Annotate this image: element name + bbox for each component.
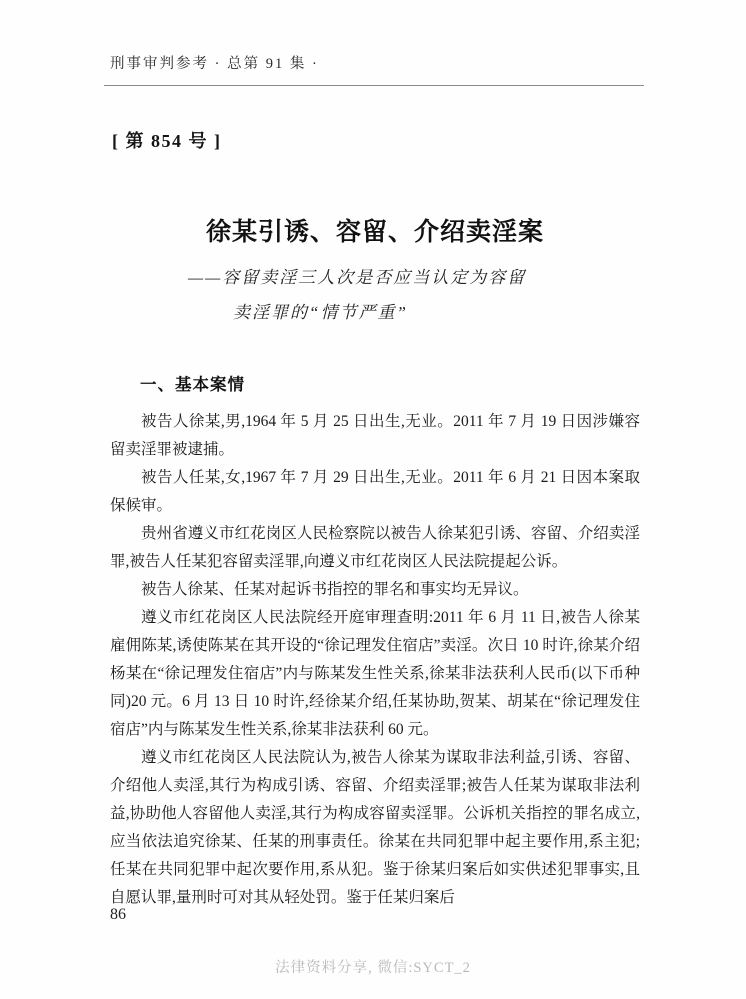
case-subtitle-line1: ——容留卖淫三人次是否应当认定为容留 — [188, 268, 527, 287]
section-heading-basic-facts: 一、基本案情 — [140, 376, 245, 394]
document-body — [110, 371, 640, 912]
case-subtitle — [188, 260, 526, 330]
case-subtitle-line2: 卖淫罪的“情节严重” — [233, 303, 408, 322]
paragraph-court-findings: 遵义市红花岗区人民法院经开庭审理查明:2011 年 6 月 11 日,被告人徐某雇佣陈某,诱使陈某在其开设的“徐记理发住宿店”卖淫。次日 10 时许,徐某介绍杨某在“徐记理发住宿店”内与陈某发生性关系,徐某非法获利人民币(以下币种同)20 元。6 月 13 日 10 时许,经徐某介绍,任某协助,贺某、胡某在“徐记理发住宿店”内与陈某发生性关系,徐某非法获利 60 元。 — [110, 609, 640, 738]
paragraph-defendant-xu: 被告人徐某,男,1964 年 5 月 25 日出生,无业。2011 年 7 月 19 日因涉嫌容留卖淫罪被逮捕。 — [110, 413, 640, 458]
header-divider — [104, 85, 644, 86]
page-number: 86 — [110, 906, 126, 923]
paragraph-no-objection: 被告人徐某、任某对起诉书指控的罪名和事实均无异议。 — [141, 581, 529, 598]
case-number: [ 第 854 号 ] — [112, 131, 222, 151]
case-title: 徐某引诱、容留、介绍卖淫案 — [205, 219, 544, 246]
paragraph-defendant-ren: 被告人任某,女,1967 年 7 月 29 日出生,无业。2011 年 6 月 21 日因本案取保候审。 — [110, 469, 640, 514]
paragraph-court-opinion: 遵义市红花岗区人民法院认为,被告人徐某为谋取非法利益,引诱、容留、介绍他人卖淫,其行为构成引诱、容留、介绍卖淫罪;被告人任某为谋取非法利益,协助他人容留他人卖淫,其行为构成容留卖淫罪。公诉机关指控的罪名成立,应当依法追究徐某、任某的刑事责任。徐某在共同犯罪中起主要作用,系主犯;任某在共同犯罪中起次要作用,系从犯。鉴于徐某归案后如实供述犯罪事实,且自愿认罪,量刑时可对其从轻处罚。鉴于任某归案后 — [110, 749, 640, 906]
footer-watermark: 法律资料分享, 微信:SYCT_2 — [275, 960, 471, 976]
paragraph-prosecution: 贵州省遵义市红花岗区人民检察院以被告人徐某犯引诱、容留、介绍卖淫罪,被告人任某犯容留卖淫罪,向遵义市红花岗区人民法院提起公诉。 — [110, 525, 640, 570]
journal-header: 刑事审判参考 · 总第 91 集 · — [110, 56, 319, 72]
